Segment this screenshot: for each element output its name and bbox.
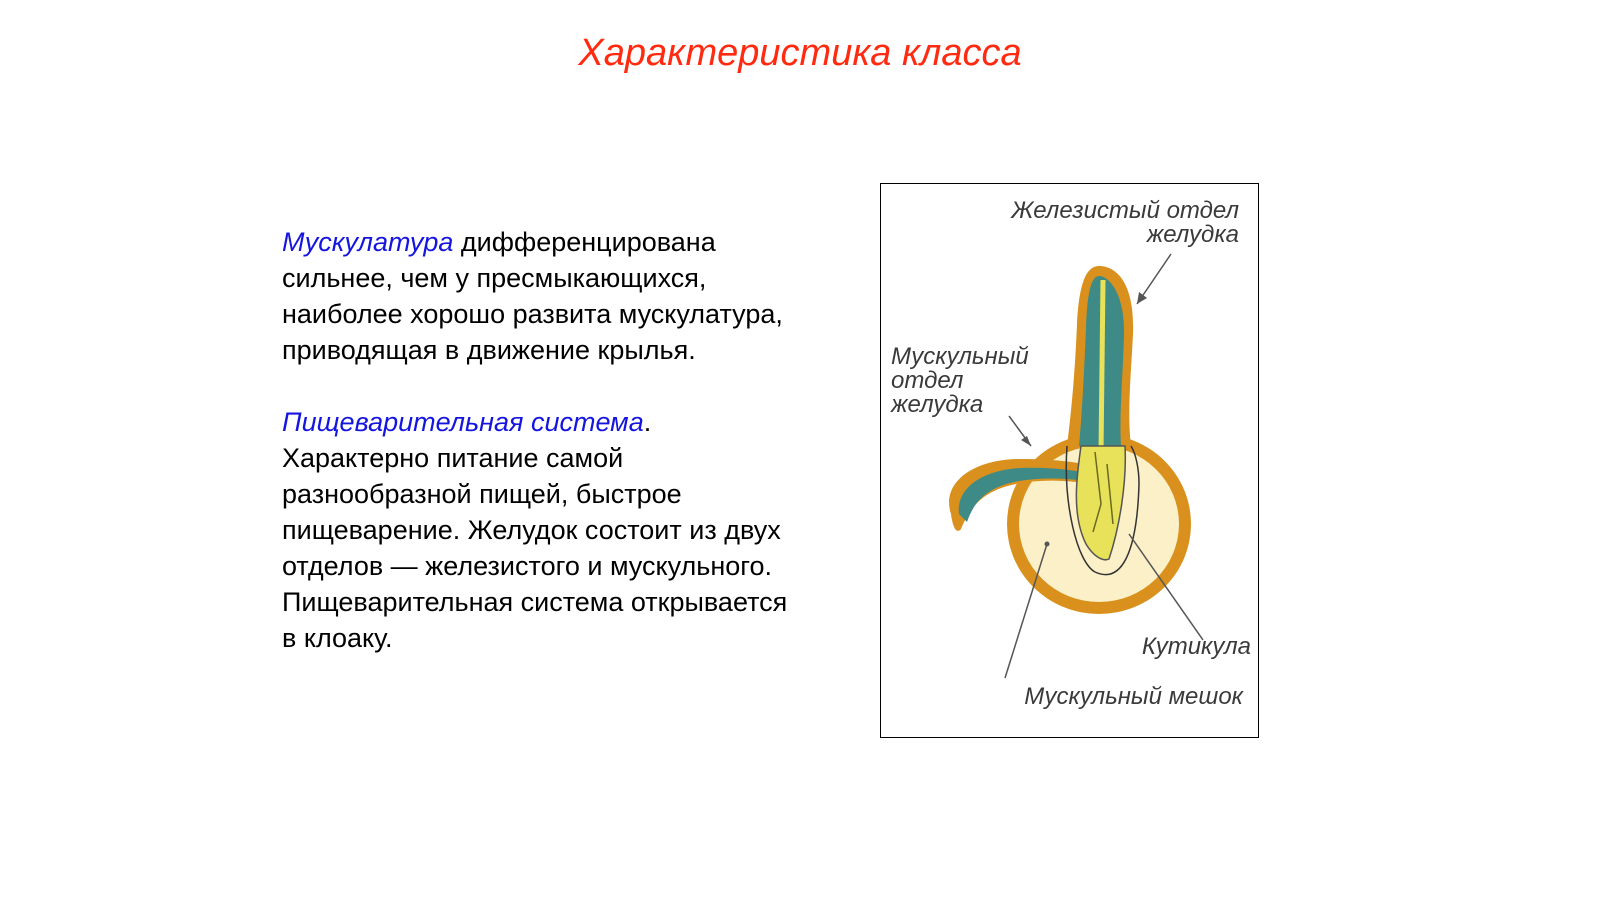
label-muscle-sac: Мускульный мешок: [1024, 683, 1243, 710]
stomach-illustration: [881, 184, 1258, 737]
arrow-glandular-head: [1137, 292, 1147, 304]
stomach-diagram: [880, 183, 1259, 738]
paragraph-musculature-text: дифференцирована сильнее, чем у пресмыкающихся, наиболее хорошо развита мускулатура, приводящая в движение крылья.: [282, 227, 783, 365]
label-cuticle: Кутикула: [1141, 633, 1251, 660]
slide-title: Характеристика класса: [578, 32, 1022, 74]
paragraph-digestive: [282, 404, 802, 656]
term-digestive-system: Пищеварительная система: [282, 407, 644, 437]
term-musculature: Мускулатура: [282, 227, 454, 257]
arrow-muscular-head: [1021, 436, 1031, 446]
glandular-channel: [1101, 280, 1103, 452]
paragraph-digestive-text: . Характерно питание самой разнообразной пищей, быстрое пищеварение. Желудок состоит из двух отделов — железистого и мускульного. Пищеварительная система открывается в клоаку.: [282, 407, 788, 653]
text-block: [282, 224, 802, 692]
label-muscular-line2: отдел: [891, 367, 964, 394]
label-muscular-line1: Мускульный: [891, 343, 1029, 370]
label-glandular-line1: Железистый отдел: [1011, 197, 1239, 224]
paragraph-musculature: [282, 224, 802, 368]
label-muscular-line3: желудка: [891, 391, 984, 418]
label-glandular-line2: желудка: [1146, 221, 1239, 248]
arrow-muscle-sac-dot: [1045, 542, 1050, 547]
